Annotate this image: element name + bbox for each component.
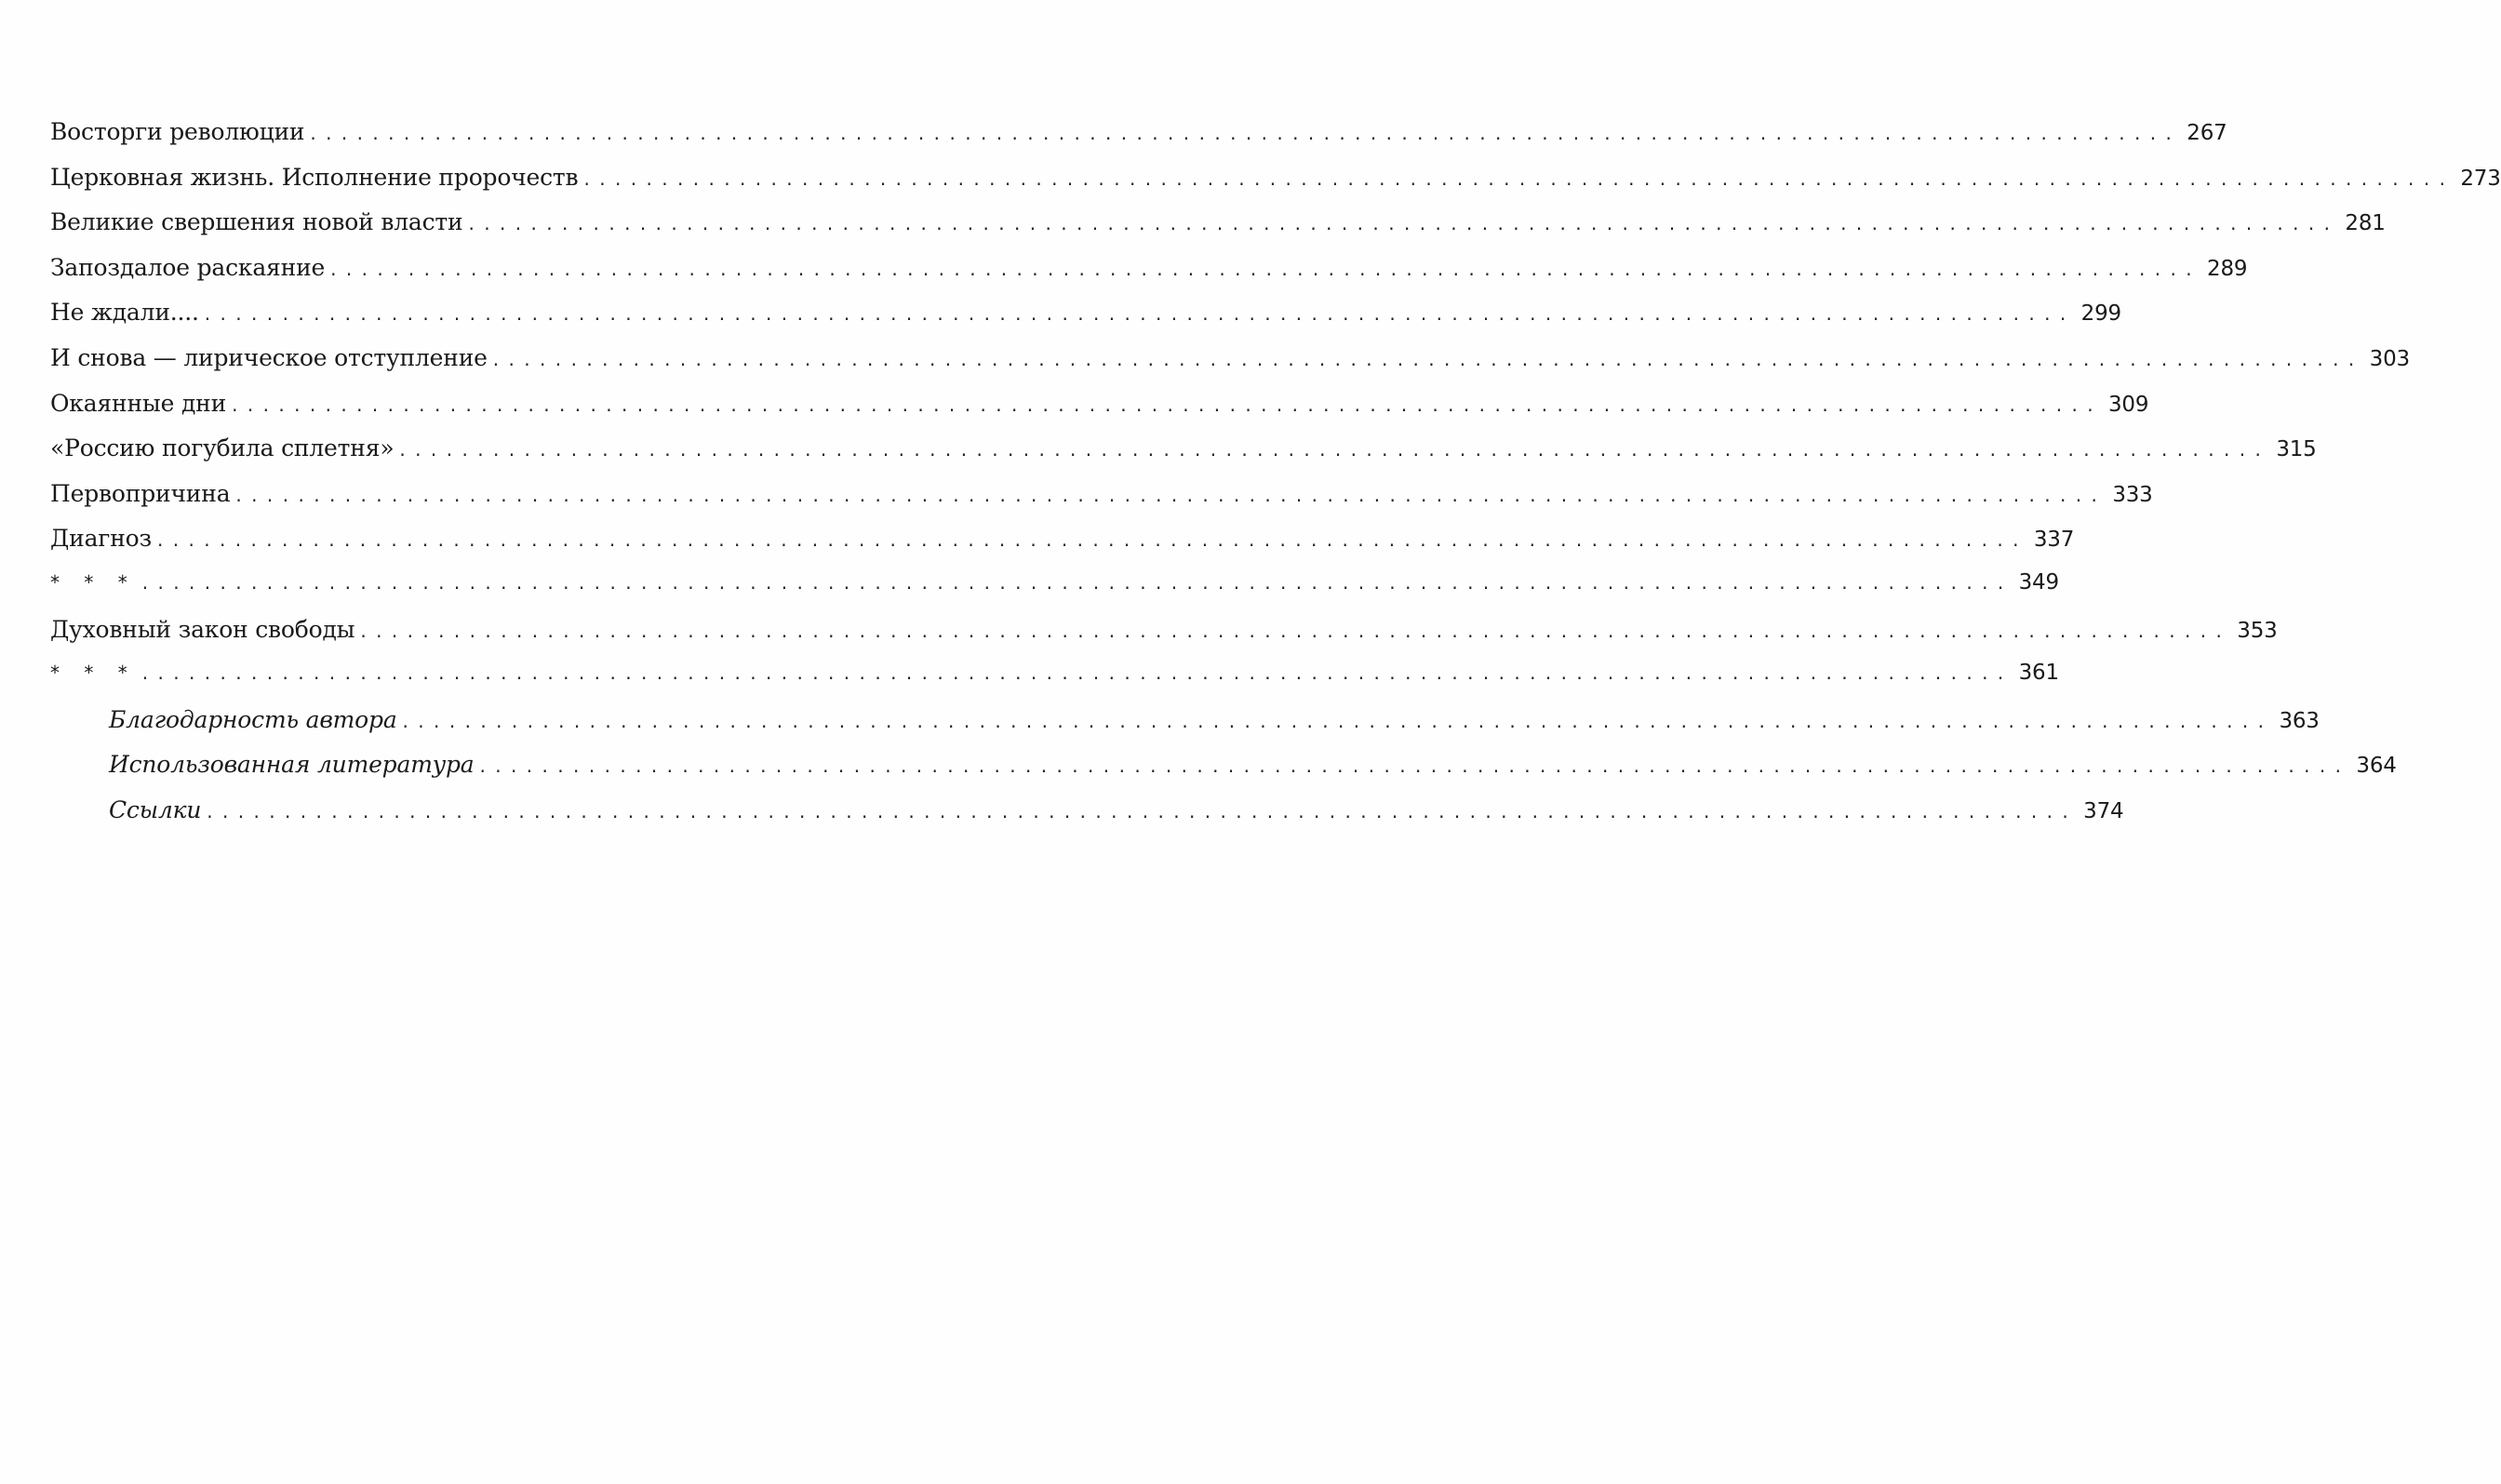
toc-entry-page: 374 xyxy=(2083,798,2124,823)
toc-entry-page: 364 xyxy=(2356,754,2397,779)
dot-leader: ........................................................................................................................ xyxy=(204,302,2076,326)
toc-entry-page: 289 xyxy=(2207,256,2248,281)
dot-leader: ........................................................................................................................ xyxy=(402,709,2274,732)
toc-entry-title: Церковная жизнь. Исполнение пророчеств xyxy=(50,163,579,191)
toc-entry-page: 281 xyxy=(2345,211,2386,236)
dot-leader: ........................................................................................................................ xyxy=(235,483,2107,506)
dot-leader: ........................................................................................................................ xyxy=(141,570,2013,594)
toc-entry-page: 337 xyxy=(2033,528,2075,553)
toc-subentry xyxy=(50,705,2320,752)
toc-entry-asterisks xyxy=(50,661,2059,706)
dot-leader: ........................................................................................................................ xyxy=(468,212,2340,235)
dot-leader: ........................................................................................................................ xyxy=(141,662,2013,685)
toc-entry-asterisks xyxy=(50,569,2059,616)
dot-leader: ........................................................................................................................ xyxy=(583,167,2455,190)
toc-entry-page: 267 xyxy=(2187,121,2227,145)
toc-entry-page: 353 xyxy=(2237,618,2278,643)
toc-entry xyxy=(50,299,2121,344)
toc-entry-title: Духовный закон свободы xyxy=(50,615,355,643)
toc-entry-title: Великие свершения новой власти xyxy=(50,208,463,236)
toc-subentry xyxy=(50,751,2397,796)
dot-leader: ........................................................................................................................ xyxy=(156,528,2028,552)
toc-entry-page: 363 xyxy=(2279,708,2320,733)
toc-entry-page: 273 xyxy=(2460,166,2501,191)
toc-entry xyxy=(50,435,2317,480)
toc-entry-title: * * * xyxy=(50,570,137,594)
toc-entry-title: Окаянные дни xyxy=(50,389,227,417)
toc-entry-page: 361 xyxy=(2018,661,2059,686)
toc-entry-title: Не ждали.... xyxy=(50,299,199,327)
toc-entry-page: 333 xyxy=(2112,482,2153,507)
toc-entry xyxy=(50,118,2227,164)
toc-entry-title: Диагноз xyxy=(50,525,152,553)
toc-entry xyxy=(50,525,2075,570)
toc-entry-title: Благодарность автора xyxy=(109,705,397,733)
toc-entry-title: Ссылки xyxy=(109,795,202,823)
dot-leader: ........................................................................................................................ xyxy=(492,347,2364,370)
toc-entry xyxy=(50,615,2278,662)
dot-leader: ........................................................................................................................ xyxy=(399,438,2271,461)
toc-entry-page: 315 xyxy=(2276,437,2317,462)
toc-entry xyxy=(50,389,2149,435)
dot-leader: ........................................................................................................................ xyxy=(360,619,2232,642)
table-of-contents xyxy=(50,118,2501,842)
dot-leader: ........................................................................................................................ xyxy=(330,257,2202,280)
toc-entry-page: 303 xyxy=(2369,346,2410,371)
toc-entry xyxy=(50,253,2248,300)
toc-entry-title: Первопричина xyxy=(50,479,231,507)
toc-entry xyxy=(50,479,2153,526)
toc-entry xyxy=(50,343,2410,390)
dot-leader: ........................................................................................................................ xyxy=(310,122,2182,144)
dot-leader: ........................................................................................................................ xyxy=(479,755,2351,778)
toc-entry xyxy=(50,163,2501,209)
toc-entry-title: «Россию погубила сплетня» xyxy=(50,435,395,462)
toc-entry-title: Восторги революции xyxy=(50,118,305,145)
toc-entry-title: Запоздалое раскаяние xyxy=(50,253,326,281)
toc-subentry xyxy=(50,795,2124,842)
toc-entry-title: * * * xyxy=(50,662,137,685)
toc-entry-title: Использованная литература xyxy=(109,751,475,779)
toc-entry-page: 299 xyxy=(2080,301,2121,327)
toc-entry-title: И снова — лирическое отступление xyxy=(50,343,488,371)
toc-entry-page: 309 xyxy=(2107,392,2149,417)
toc-entry-page: 349 xyxy=(2018,569,2059,595)
dot-leader: ........................................................................................................................ xyxy=(232,393,2103,416)
toc-entry xyxy=(50,208,2386,254)
dot-leader: ........................................................................................................................ xyxy=(207,799,2079,822)
